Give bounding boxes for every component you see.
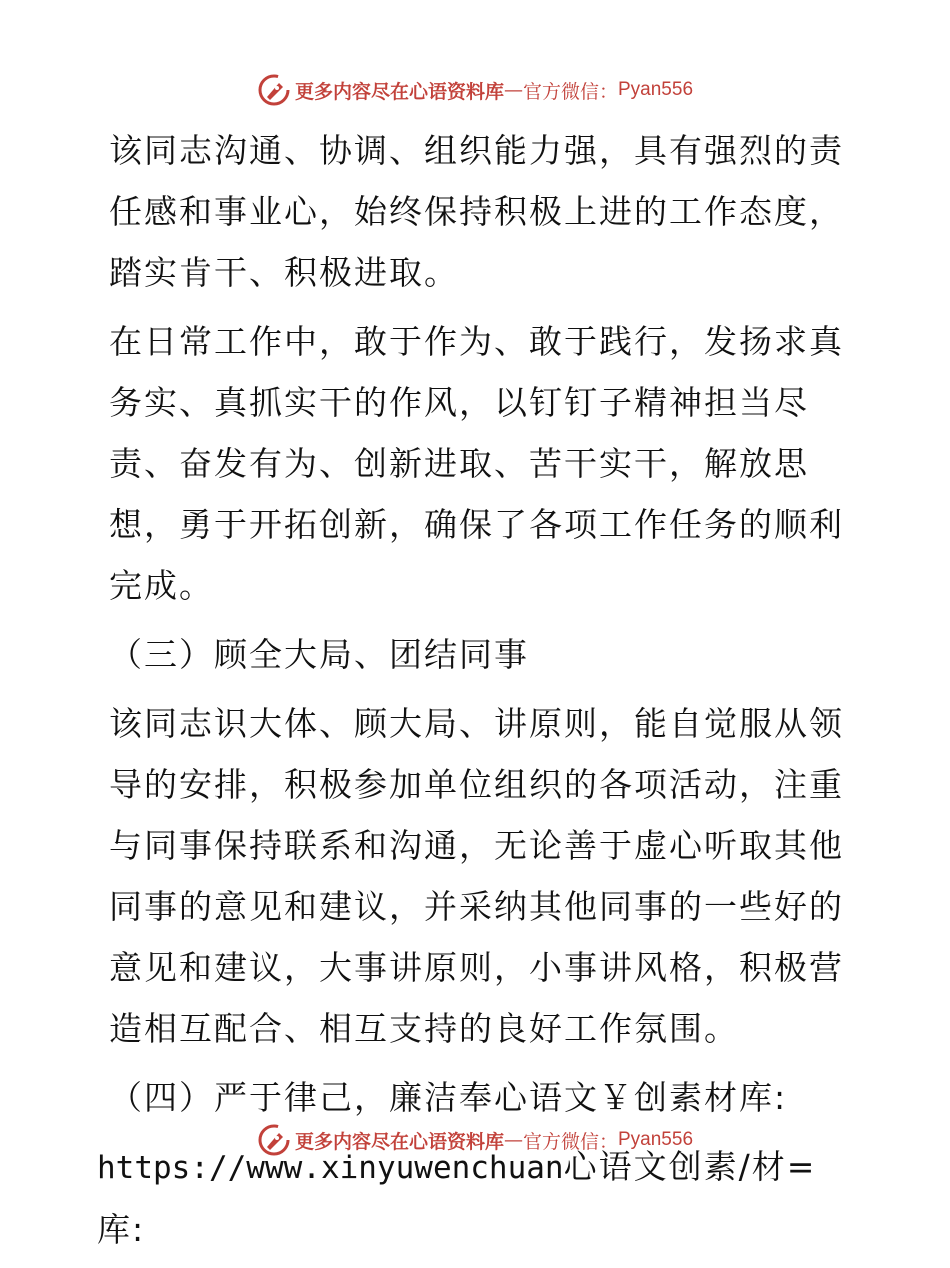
section-heading-3: （三）顾全大局、团结同事: [109, 635, 529, 674]
footer-wechat-label: 官方微信：: [522, 1130, 618, 1153]
header-wechat-id: Pyan556: [618, 79, 694, 100]
document-body: [97, 120, 857, 1268]
header-separator: —: [503, 79, 523, 101]
header-brand-text: 更多内容尽在心语资料库: [294, 80, 504, 103]
footer-separator: —: [503, 1129, 523, 1151]
paragraph-3: 该同志识大体、顾大局、讲原则，能自觉服从领导的安排，积极参加单位组织的各项活动，注重与同事保持联系和沟通，无论善于虚心听取其他同事的意见和建议，并采纳其他同事的一些好的意见和建议，大事讲原则，小事讲风格，积极营造相互配合、相互支持的良好工作氛围。: [109, 704, 844, 1048]
footer-wechat-id: Pyan556: [618, 1129, 694, 1150]
paragraph-2: 在日常工作中，敢于作为、敢于践行，发扬求真务实、真抓实干的作风，以钉钉子精神担当尽责、奋发有为、创新进取、苦干实干，解放思想，勇于开拓创新，确保了各项工作任务的顺利完成。: [109, 322, 844, 605]
footer-banner: [0, 1120, 950, 1160]
paragraph-1: 该同志沟通、协调、组织能力强，具有强烈的责任感和事业心，始终保持积极上进的工作态度，踏实肯干、积极进取。: [109, 131, 844, 292]
section-heading-4: （四）严于律己，廉洁奉心语文￥创素材库:: [109, 1078, 788, 1117]
footer-brand-text: 更多内容尽在心语资料库: [294, 1130, 504, 1153]
pen-nib-logo-icon: [257, 1123, 291, 1157]
url-text: https://www.xinyuwenchuan: [97, 1150, 564, 1186]
header-wechat-label: 官方微信：: [522, 80, 618, 103]
pen-nib-logo-icon: [257, 73, 291, 107]
header-banner: [0, 70, 950, 110]
url-suffix-text: 心语文创素/材=库:: [97, 1147, 817, 1249]
